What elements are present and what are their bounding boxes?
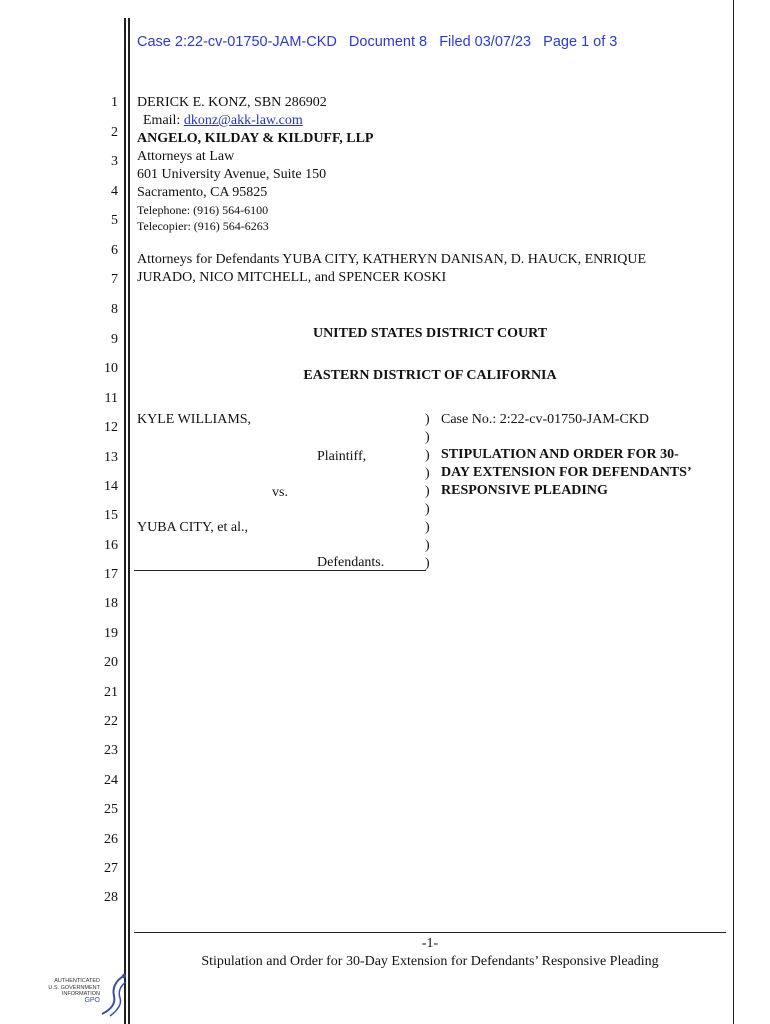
eagle-icon bbox=[98, 972, 130, 1018]
attorney-email-line bbox=[143, 112, 303, 130]
line-number: 27 bbox=[104, 861, 118, 876]
line-number: 19 bbox=[104, 626, 118, 641]
line-number: 8 bbox=[111, 302, 118, 317]
email-link[interactable]: dkonz@akk-law.com bbox=[183, 113, 303, 128]
defendant-label: Defendants. bbox=[317, 555, 385, 570]
document-title-line3: RESPONSIVE PLEADING bbox=[441, 483, 608, 498]
attorneys-for-line2: JURADO, NICO MITCHELL, and SPENCER KOSKI bbox=[137, 270, 447, 285]
logo-line3: INFORMATION bbox=[61, 991, 100, 997]
firm-address-line1: 601 University Avenue, Suite 150 bbox=[137, 167, 327, 182]
footer-title: Stipulation and Order for 30-Day Extension for Defendants’ Responsive Pleading bbox=[201, 954, 659, 969]
line-number: 16 bbox=[104, 538, 118, 553]
attorney-role: Attorneys at Law bbox=[137, 149, 235, 164]
caption-paren: ) bbox=[425, 430, 430, 445]
line-number: 10 bbox=[104, 361, 118, 376]
caption-paren: ) bbox=[425, 520, 430, 535]
firm-address-line2: Sacramento, CA 95825 bbox=[137, 185, 268, 200]
attorney-name: DERICK E. KONZ, SBN 286902 bbox=[137, 95, 327, 110]
caption-paren: ) bbox=[425, 556, 430, 571]
logo-line4: GPO bbox=[84, 996, 100, 1004]
line-number: 1 bbox=[111, 95, 118, 110]
line-number: 26 bbox=[104, 832, 118, 847]
plaintiff-name: KYLE WILLIAMS, bbox=[137, 412, 252, 427]
firm-telephone: Telephone: (916) 564-6100 bbox=[137, 203, 269, 217]
line-number: 22 bbox=[104, 714, 118, 729]
page-number: -1- bbox=[421, 936, 439, 951]
left-margin-rule-inner bbox=[128, 18, 130, 1024]
logo-line2: U.S. GOVERNMENT bbox=[48, 984, 100, 991]
line-number: 9 bbox=[111, 332, 118, 347]
line-number: 17 bbox=[104, 567, 118, 582]
law-firm-name: ANGELO, KILDAY & KILDUFF, LLP bbox=[137, 131, 374, 146]
line-number: 2 bbox=[111, 125, 118, 140]
line-number: 5 bbox=[111, 213, 118, 228]
logo-line1: AUTHENTICATED bbox=[54, 978, 100, 984]
left-margin-rule bbox=[124, 18, 126, 1024]
line-number: 18 bbox=[104, 596, 118, 611]
court-district: EASTERN DISTRICT OF CALIFORNIA bbox=[303, 368, 557, 383]
caption-paren: ) bbox=[425, 502, 430, 517]
court-name: UNITED STATES DISTRICT COURT bbox=[312, 326, 548, 341]
caption-paren: ) bbox=[425, 538, 430, 553]
caption-paren: ) bbox=[425, 448, 430, 463]
plaintiff-label: Plaintiff, bbox=[317, 449, 367, 464]
line-number: 6 bbox=[111, 243, 118, 258]
line-number: 23 bbox=[104, 743, 118, 758]
document-title-line1: STIPULATION AND ORDER FOR 30- bbox=[441, 447, 679, 462]
gpo-authentication-logo bbox=[40, 972, 130, 1020]
caption-paren: ) bbox=[425, 484, 430, 499]
right-margin-rule bbox=[733, 0, 734, 1024]
caption-paren: ) bbox=[425, 466, 430, 481]
line-number: 3 bbox=[111, 154, 118, 169]
line-number: 11 bbox=[104, 391, 118, 406]
line-number: 21 bbox=[104, 685, 118, 700]
case-number: Case No.: 2:22-cv-01750-JAM-CKD bbox=[441, 412, 650, 427]
line-number: 7 bbox=[111, 272, 118, 287]
defendant-name: YUBA CITY, et al., bbox=[137, 520, 248, 535]
caption-underline bbox=[134, 570, 426, 571]
line-number: 13 bbox=[104, 450, 118, 465]
line-number: 4 bbox=[111, 184, 118, 199]
attorneys-for-line1: Attorneys for Defendants YUBA CITY, KATHERYN DANISAN, D. HAUCK, ENRIQUE bbox=[137, 252, 647, 267]
line-number: 25 bbox=[104, 802, 118, 817]
document-title-line2: DAY EXTENSION FOR DEFENDANTS’ bbox=[441, 465, 692, 480]
filing-header: Case 2:22-cv-01750-JAM-CKD Document 8 Filed 03/07/23 Page 1 of 3 bbox=[137, 34, 618, 50]
line-number: 20 bbox=[104, 655, 118, 670]
firm-telecopier: Telecopier: (916) 564-6263 bbox=[137, 219, 269, 233]
line-number: 14 bbox=[104, 479, 118, 494]
line-number: 15 bbox=[104, 508, 118, 523]
email-label: Email: bbox=[143, 113, 184, 128]
line-number: 28 bbox=[104, 890, 118, 905]
versus-label: vs. bbox=[272, 485, 288, 500]
footer-rule bbox=[134, 932, 726, 933]
caption-paren: ) bbox=[425, 412, 430, 427]
line-number: 24 bbox=[104, 773, 118, 788]
line-number: 12 bbox=[104, 420, 118, 435]
